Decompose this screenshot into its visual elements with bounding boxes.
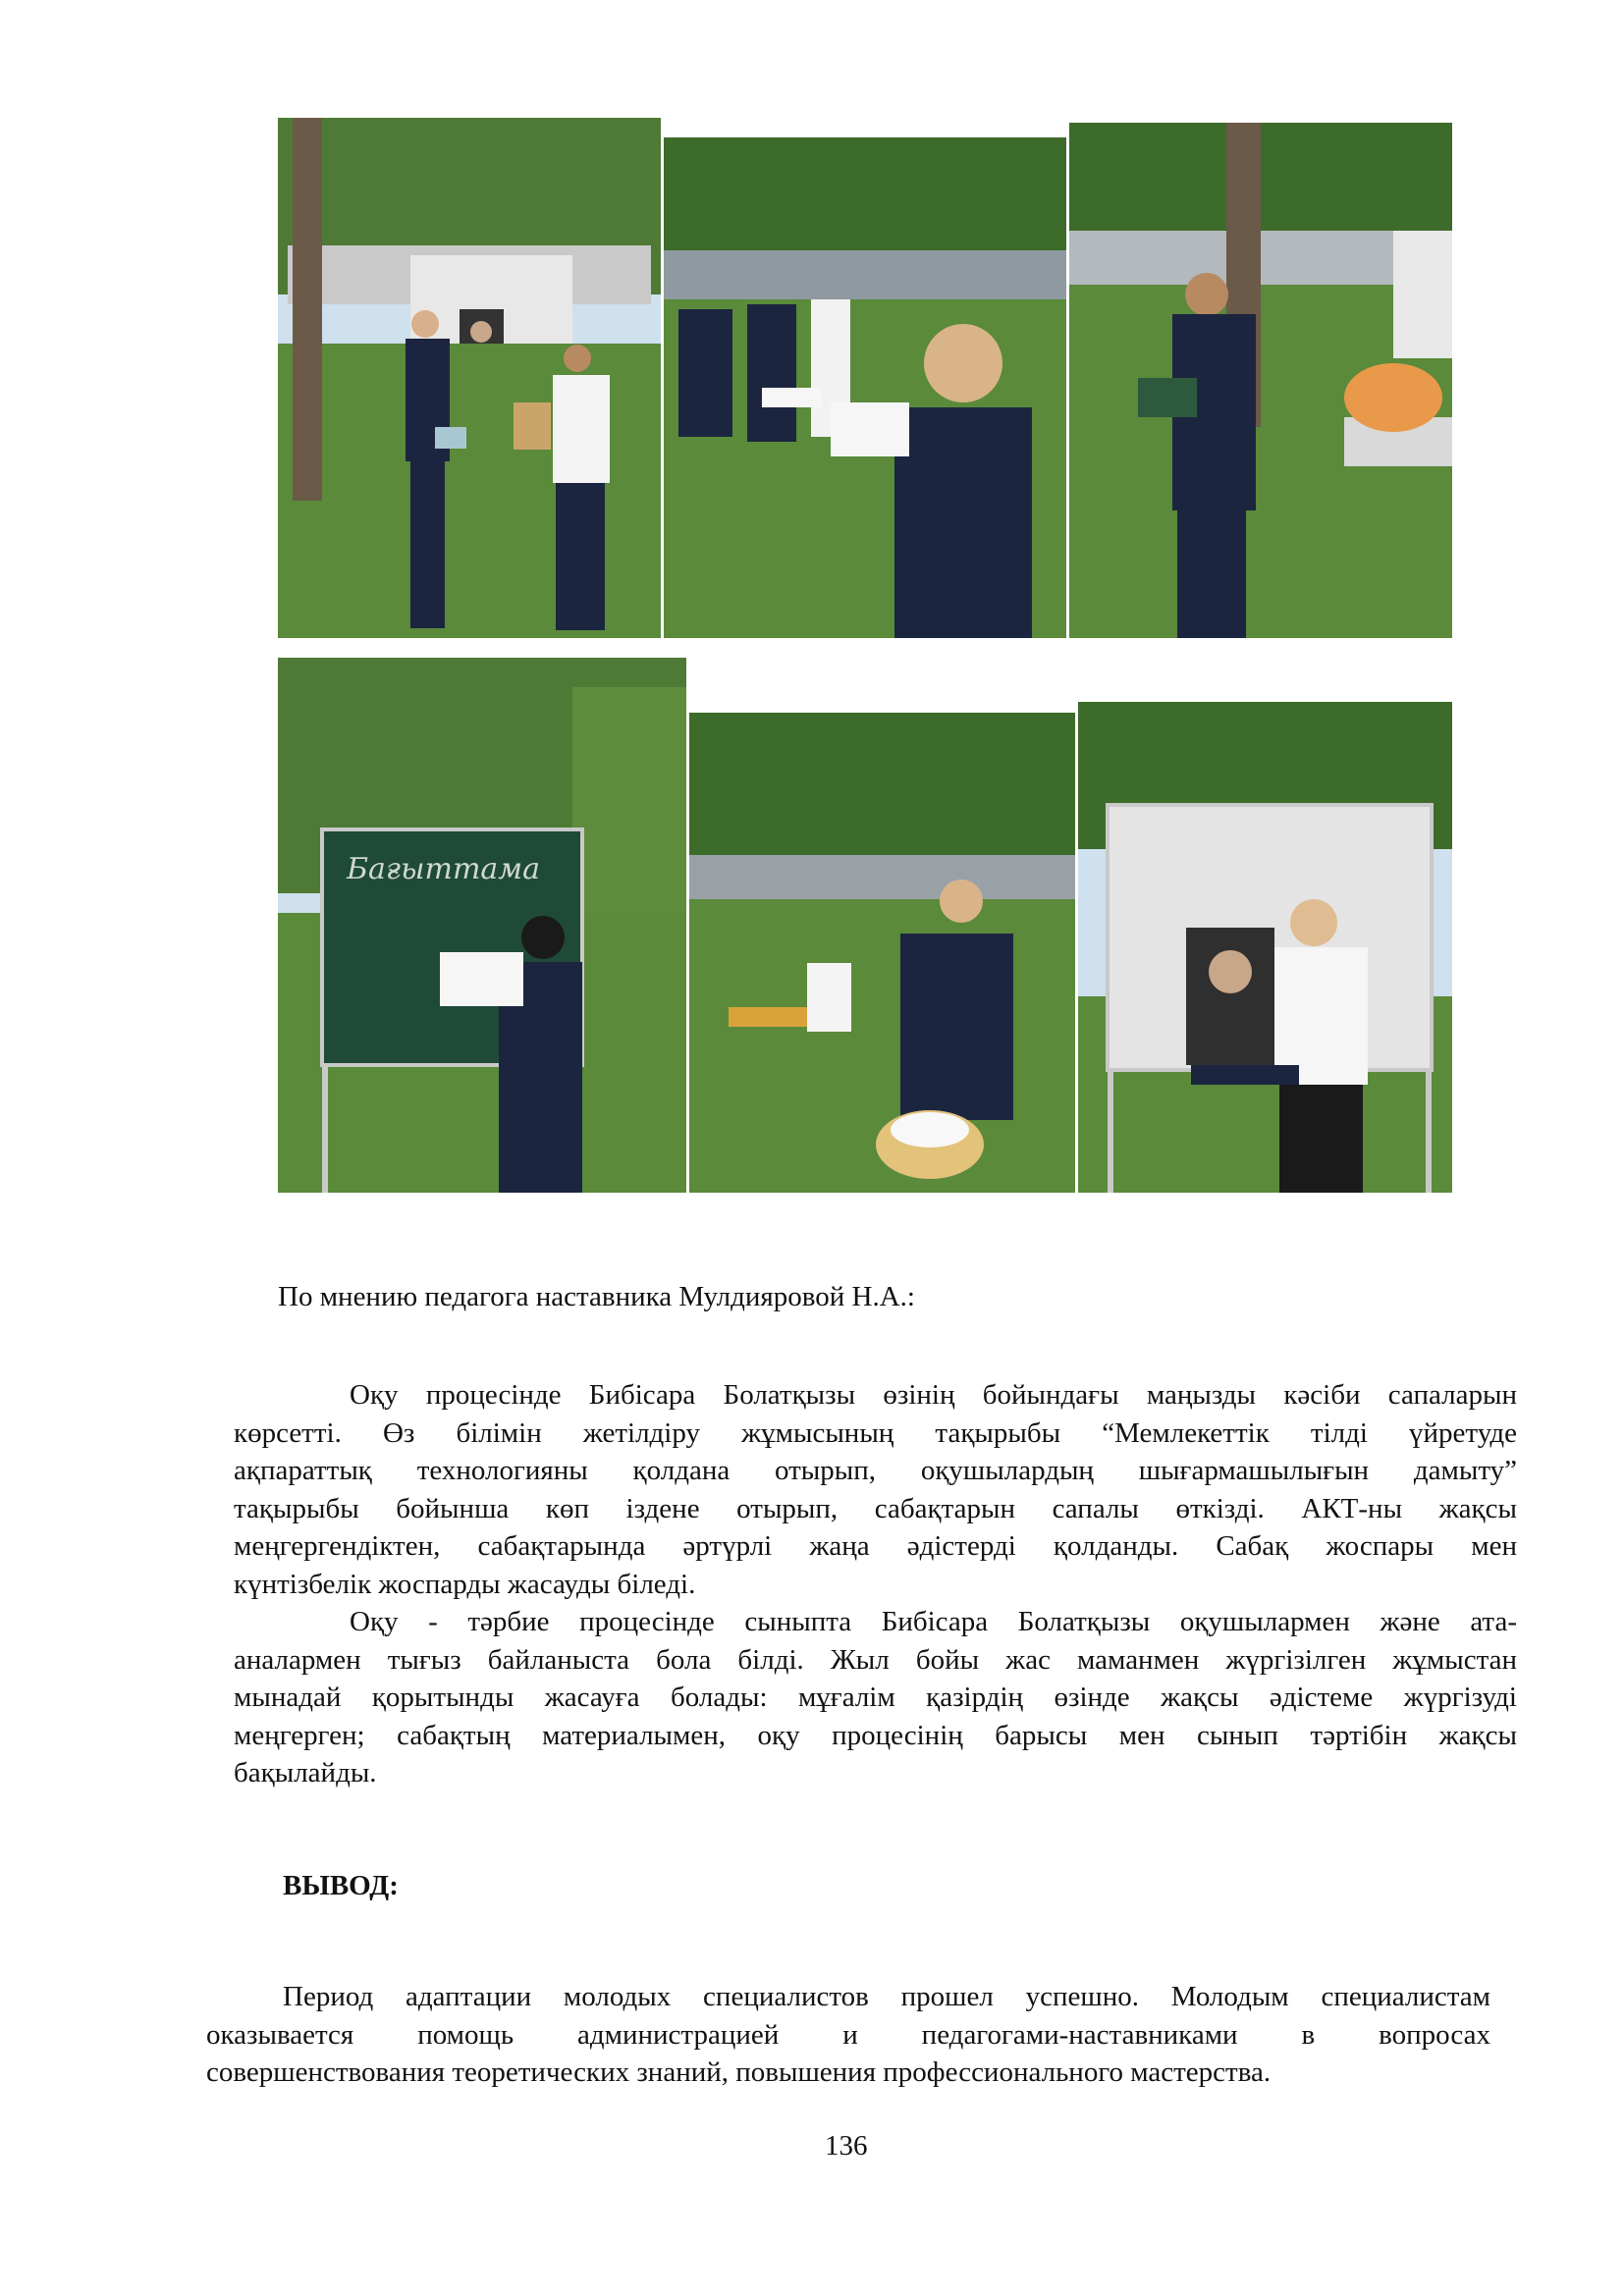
photo-student-reading-book bbox=[1069, 123, 1452, 638]
text-line: оказывается помощь администрацией и педагогами-наставниками в вопросах bbox=[206, 2018, 1490, 2051]
text-line: Оқу - тәрбие процесінде сыныпта Бибісара Болатқызы оқушылармен және ата- bbox=[350, 1606, 1517, 1637]
conclusion-paragraph bbox=[206, 1978, 1490, 2092]
text-line: бақылайды. bbox=[234, 1757, 377, 1789]
photo-students-reading-circle bbox=[664, 137, 1066, 638]
text-line: совершенствования теоретических знаний, повышения профессионального мастерства. bbox=[206, 2056, 1272, 2088]
text-line: көрсетті. Өз білімін жетілдіру жұмысының тақырыбы “Мемлекеттік тілді үйретуде bbox=[234, 1416, 1517, 1449]
text-line: мынадай қорытынды жасауға болады: мұғалім қазірдің өзінде жақсы әдістеме жүргізуді bbox=[234, 1682, 1517, 1713]
text-line: ақпараттық технологияны қолдана отырып, оқушылардың шығармашылығын дамыту” bbox=[234, 1455, 1517, 1486]
text-line: меңгерген; сабақтың материалымен, оқу процесінің барысы мен сынып тәртібін жақсы bbox=[234, 1719, 1517, 1751]
conclusion-heading: ВЫВОД: bbox=[283, 1870, 399, 1901]
blackboard-writing: Бағыттама bbox=[347, 852, 541, 886]
text-line: Оқу процесінде Бибісара Болатқызы өзінің бойындағы маңызды кәсіби сапаларын bbox=[350, 1379, 1517, 1411]
text-line: күнтізбелік жоспарды жасауды біледі. bbox=[234, 1568, 696, 1600]
photo-students-presenting-portrait bbox=[278, 118, 661, 638]
text-line: аналармен тығыз байланыста бола білді. Жыл бойы жас маманмен жүргізілген жұмыстан bbox=[234, 1643, 1517, 1676]
text-line: Период адаптации молодых специалистов прошел успешно. Молодым специалистам bbox=[283, 1981, 1490, 2012]
photo-student-writing-chalkboard bbox=[278, 658, 686, 1193]
page-number: 136 bbox=[825, 2130, 868, 2162]
photo-girl-reading-near-portrait bbox=[1078, 702, 1452, 1193]
photo-student-offering-bowl bbox=[689, 713, 1075, 1193]
text-line: меңгергендіктен, сабақтарында әртүрлі жаңа әдістерді қолданды. Сабақ жоспары мен bbox=[234, 1530, 1517, 1562]
mentor-paragraph-2 bbox=[234, 1603, 1517, 1792]
mentor-paragraph-1 bbox=[234, 1376, 1517, 1603]
mentor-intro: По мнению педагога наставника Мулдияровой Н.А.: bbox=[278, 1281, 915, 1312]
text-line: тақырыбы бойынша көп іздене отырып, сабақтарын сапалы өткізді. АКТ-ны жақсы bbox=[234, 1492, 1517, 1524]
